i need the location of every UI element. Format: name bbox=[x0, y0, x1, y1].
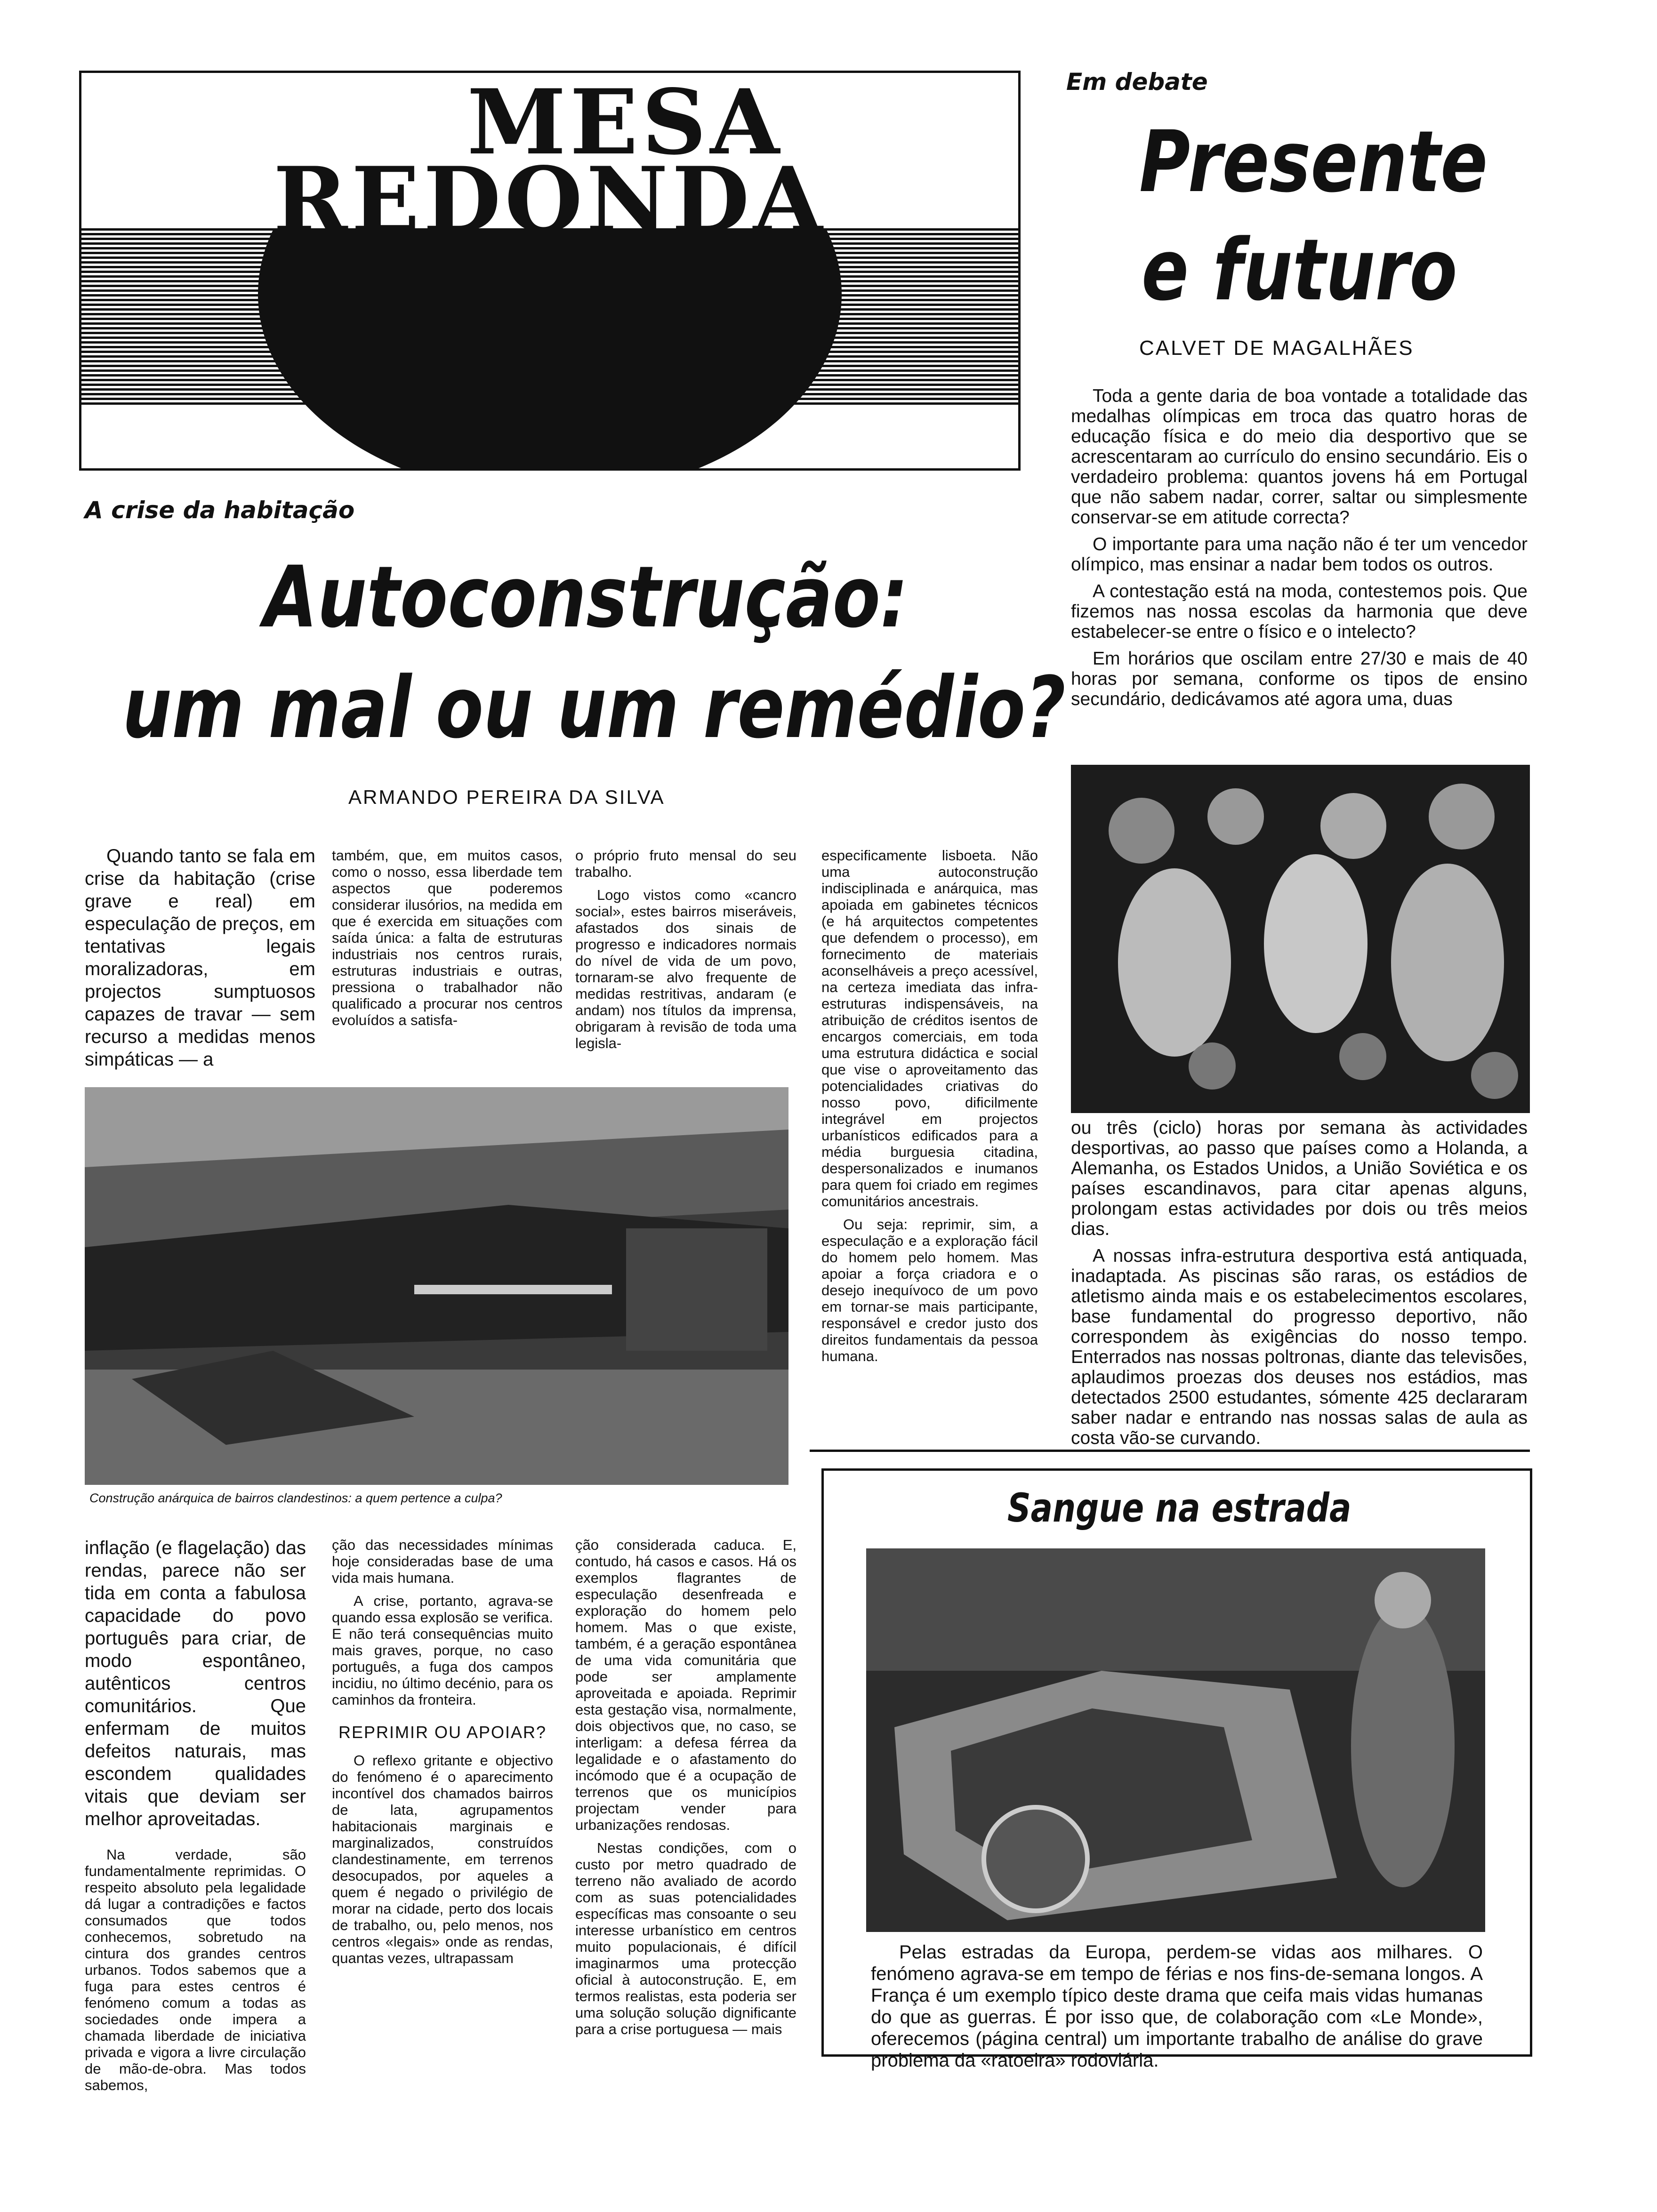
paragraph: Ou seja: reprimir, sim, a especulação e a exploração fácil do homem pelo homem. Mas apoiar a força criadora e o desejo inequívoco de um povo em tornar-se mais participante, responsável e credor justo dos direitos fundamentais da pessoa humana. bbox=[821, 1216, 1038, 1364]
paragraph: Quando tanto se fala em crise da habitação (crise grave e real) em especulação de preços, em tentativas legais moralizadoras, em projectos sumptuosos capazes de travar — sem recurso a medidas menos simpáticas — a bbox=[85, 846, 315, 1070]
car-crash-photo bbox=[866, 1548, 1485, 1932]
paragraph: ou três (ciclo) horas por semana às actividades desportivas, ao passo que países como a Holanda, a Alemanha, os Estados Unidos, a União Soviética e os países escandinavos, para citar apenas alguns, prolongam estas actividades por dois ou três meios dias. bbox=[1071, 1118, 1528, 1239]
logo-line-2: REDONDA bbox=[273, 147, 827, 252]
shanty-photo-caption: Construção anárquica de bairros clandestinos: a quem pertence a culpa? bbox=[89, 1491, 502, 1505]
right-article-bottom-text bbox=[1071, 1118, 1528, 1455]
left-article-bottom-col-2 bbox=[332, 1537, 553, 1973]
section-divider bbox=[810, 1450, 1530, 1452]
right-article-headline-line-1: Presente bbox=[1139, 113, 1488, 211]
paragraph: Logo vistos como «cancro social», estes bairros miseráveis, afastados dos sinais de progresso e indicadores normais do nível de vida de um povo, tornaram-se alvo frequente de medidas restritivas, andaram (e andam) nos títulos da imprensa, obrigaram à revisão de toda uma legisla- bbox=[575, 887, 796, 1051]
right-article-byline: CALVET DE MAGALHÃES bbox=[1139, 337, 1414, 360]
paragraph: Em horários que oscilam entre 27/30 e mais de 40 horas por semana, conforme os tipos de ensino secundário, dedicávamos até agora uma, duas bbox=[1071, 649, 1528, 709]
paragraph: ção considerada caduca. E, contudo, há casos e casos. Há os exemplos flagrantes de especulação desenfreada e exploração do homem pelo homem. Mas o que existe, também, é a geração espontânea de uma vida comunitária que pode ser amplamente aproveitada e apoiada. Reprimir esta gestação visa, normalmente, dois objectivos que, no caso, se interligam: a defesa férrea da legalidade e o afastamento do incómodo que é a ocupação de terrenos que os municípios projectam vender para urbanizações rendosas. bbox=[575, 1537, 796, 1833]
left-article-byline: ARMANDO PEREIRA DA SILVA bbox=[348, 786, 665, 808]
paragraph: inflação (e flagelação) das rendas, parece não ser tida em conta a fabulosa capacidade do povo português para criar, de modo espontâneo, autênticos centros comunitários. Que enfermam de muitos defeitos naturais, mas escondem qualidades vitais que deviam ser melhor aproveitadas. bbox=[85, 1538, 306, 1829]
mesa-redonda-logo bbox=[79, 71, 1021, 471]
left-article-bottom-col-1 bbox=[85, 1537, 306, 2100]
left-article-headline-line-2: um mal ou um remédio? bbox=[122, 659, 1066, 757]
paragraph: Toda a gente daria de boa vontade a totalidade das medalhas olímpicas em troca das quatro horas de educação física e do meio dia desportivo que se acrescentaram ao currículo do ensino secundário. Eis o verdadeiro problema: quantos jovens há em Portugal que não sabem nadar, correr, saltar ou simplesmente conservar-se em atitude correcta? bbox=[1071, 386, 1528, 528]
left-article-bottom-col-3 bbox=[575, 1537, 796, 2044]
paragraph: o próprio fruto mensal do seu trabalho. bbox=[575, 847, 796, 880]
paragraph: também, que, em muitos casos, como o nosso, essa liberdade tem aspectos que poderemos considerar ilusórios, na medida em que é exercida em situações com saída única: a falta de estruturas industriais nos centros rurais, estruturas industriais e outras, pressiona o trabalhador não qualificado a procurar nos centros evoluídos a satisfa- bbox=[332, 847, 563, 1028]
paragraph: A contestação está na moda, contestemos pois. Que fizemos nas nossa escolas da harmonia que deve estabelecer-se entre o físico e o intelecto? bbox=[1071, 581, 1528, 642]
sangue-na-estrada-box bbox=[821, 1468, 1532, 2071]
paragraph: Nestas condições, com o custo por metro quadrado de terreno não avaliado de acordo com as suas potencialidades específicas mas consoante o seu interesse urbanístico em centros muito populacionais, é difícil imaginarmos uma protecção oficial à autoconstrução. E, em termos realistas, esta poderia ser uma solução solução dignificante para a crise portuguesa — mais bbox=[575, 1840, 796, 2037]
logo-line-1: MESA bbox=[467, 71, 783, 175]
paragraph: especificamente lisboeta. Não uma autoconstrução indisciplinada e anárquica, mas apoiada em gabinetes técnicos (e há arquitectos competentes que defendem o processo), em fornecimento de materiais aconselháveis a preço acessível, na certeza imediata das infra-estruturas indispensáveis, na atribuição de créditos isentos de encargos comerciais, em toda uma estrutura didáctica e social que vise o aproveitamento das potencialidades criativas do nosso povo, dificilmente integrável em projectos urbanísticos edificados para a média burguesia citadina, despersonalizados e inumanos para quem foi criado em regimes comunitários ancestrais. bbox=[821, 847, 1038, 1210]
crash-photo-graphic bbox=[866, 1548, 1485, 1932]
shanty-photo-graphic bbox=[85, 1087, 788, 1485]
left-article-top-col-2 bbox=[332, 847, 563, 1035]
box-headline: Sangue na estrada bbox=[1007, 1485, 1351, 1531]
paragraph: A nossas infra-estrutura desportiva está antiquada, inadaptada. As piscinas são raras, os estádios de atletismo ainda mais e os estabelecimentos escolares, base fundamental do progresso deportivo, não correspondem às exigências do nosso tempo. Enterrados nas nossas poltronas, diante das televisões, aplaudimos proezas dos deuses nos estádios, mas detectados 2500 estudantes, sómente 425 declararam saber nadar e entrando nas nossas salas de aula as costa vão-se curvando. bbox=[1071, 1246, 1528, 1448]
paragraph: ção das necessidades mínimas hoje consideradas base de uma vida mais humana. bbox=[332, 1537, 553, 1586]
paragraph: Na verdade, são fundamentalmente reprimidas. O respeito absoluto pela legalidade dá lugar a contradições e factos consumados que todos conhecemos, sobretudo na cintura dos grandes centros urbanos. Todos sabemos que a fuga para estes centros é fenómeno comum a todas as sociedades onde impera a chamada liberdade de iniciativa privada e vigora a livre circulação de mão-de-obra. Mas todos sabemos, bbox=[85, 1846, 306, 2093]
right-article-kicker: Em debate bbox=[1066, 68, 1208, 96]
paragraph: A crise, portanto, agrava-se quando essa explosão se verifica. E não terá consequências muito mais graves, porque, no caso português, a fuga dos campos incidiu, no último decénio, para os caminhos da fronteira. bbox=[332, 1593, 553, 1708]
left-article-top-col-4 bbox=[821, 847, 1038, 1371]
left-article-top-col-3 bbox=[575, 847, 796, 1058]
children-photo-graphic bbox=[1071, 765, 1530, 1113]
paragraph: O reflexo gritante e objectivo do fenómeno é o aparecimento incontível dos chamados bairros de lata, agrupamentos habitacionais marginais e marginalizados, construídos clandestinamente, em terrenos desocupados, por aqueles a quem é negado o privilégio de morar na cidade, perto dos locais de trabalho, ou, pelo menos, nos centros «legais» onde as rendas, quantas vezes, ultrapassam bbox=[332, 1752, 553, 1966]
right-article-top-text bbox=[1071, 386, 1528, 716]
left-article-headline-line-1: Autoconstrução: bbox=[264, 548, 909, 647]
box-body-text: Pelas estradas da Europa, perdem-se vidas aos milhares. O fenómeno agrava-se em tempo de férias e nos fins-de-semana longos. A França é um exemplo típico deste drama que ceifa mais vidas humanas do que as guerras. É por isso que, de colaboração com «Le Monde», oferecemos (página central) um importante trabalho de análise do grave problema da «ratoeira» rodoviária. bbox=[871, 1942, 1483, 2071]
left-article-top-col-1 bbox=[85, 845, 315, 1077]
section-subhead: REPRIMIR OU APOIAR? bbox=[338, 1723, 547, 1742]
shanty-town-photo bbox=[85, 1087, 788, 1485]
right-article-headline-line-2: e futuro bbox=[1142, 221, 1457, 320]
children-exercise-photo bbox=[1071, 765, 1530, 1113]
left-article-kicker: A crise da habitação bbox=[85, 497, 355, 524]
paragraph: O importante para uma nação não é ter um vencedor olímpico, mas ensinar a nadar bem todos os outros. bbox=[1071, 534, 1528, 575]
